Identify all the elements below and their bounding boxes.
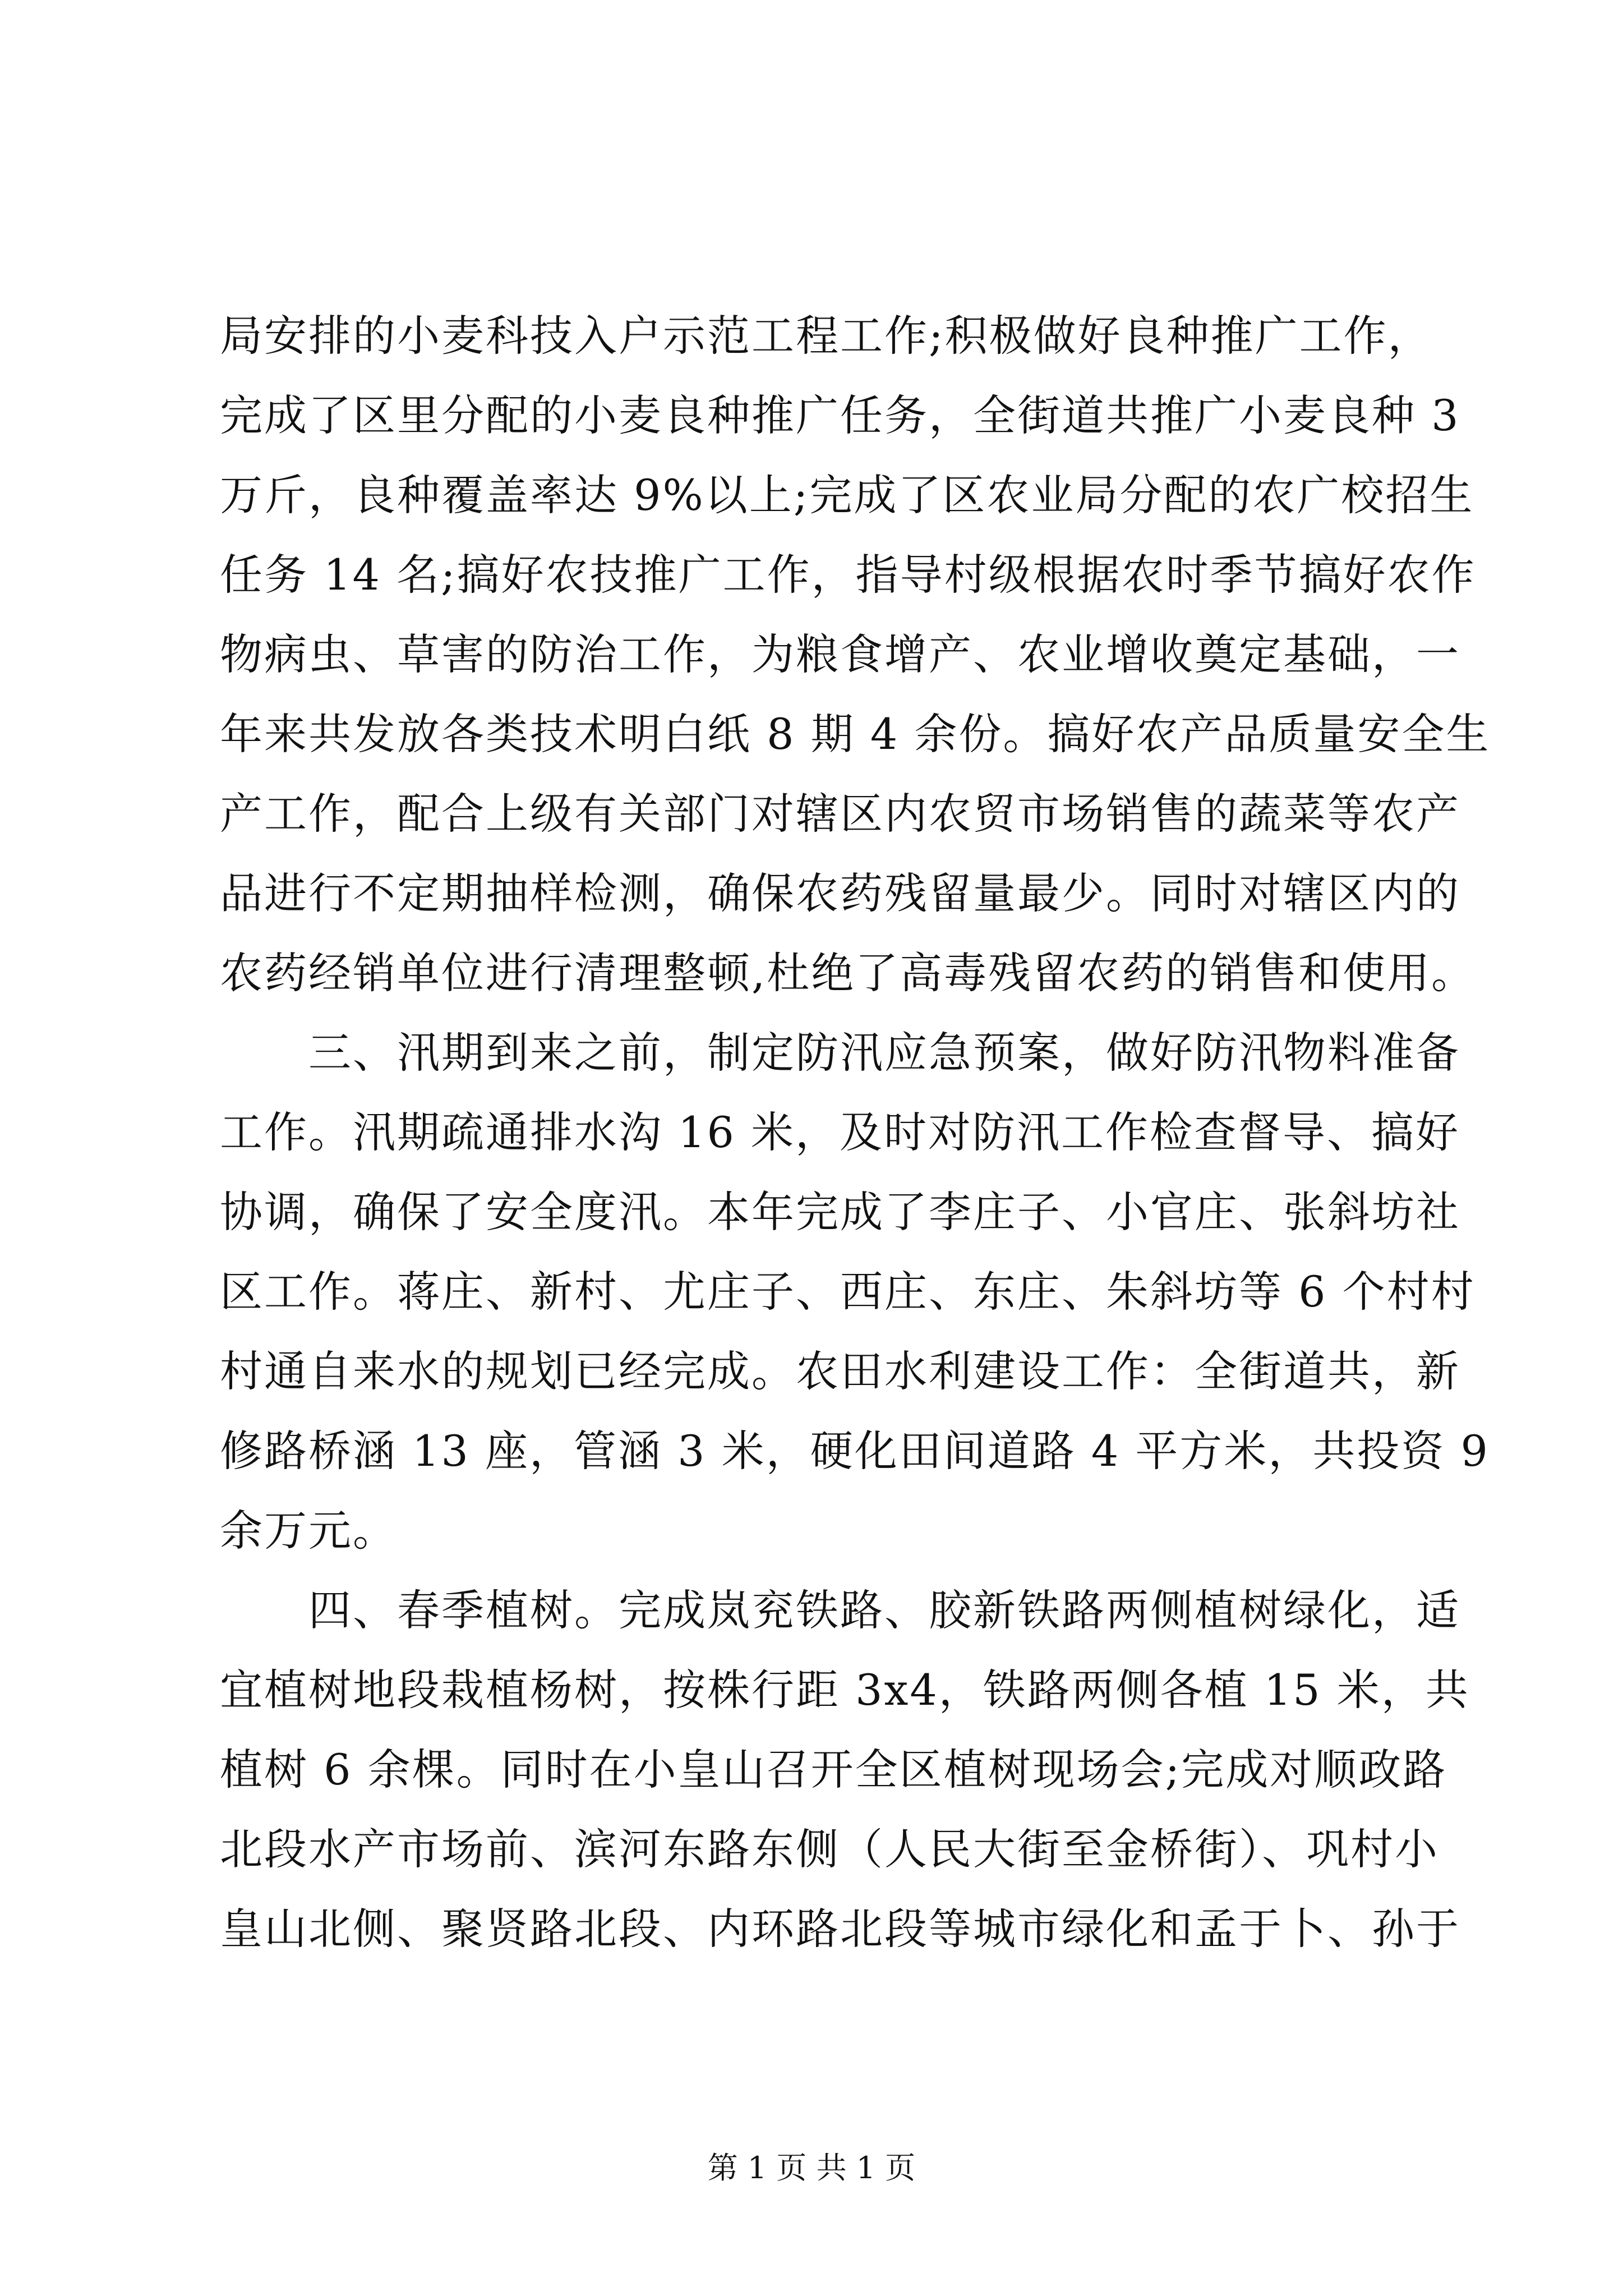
text-line: 农药经销单位进行清理整顿,杜绝了高毒残留农药的销售和使用。 — [220, 948, 1476, 998]
text-line: 局安排的小麦科技入户示范工程工作;积极做好良种推广工作， — [220, 311, 1432, 361]
text-line: 任务 14 名;搞好农技推广工作，指导村级根据农时季节搞好农作 — [220, 550, 1476, 600]
page-number-label: 第 1 页 共 1 页 — [707, 2150, 916, 2185]
text-line: 物病虫、草害的防治工作，为粮食增产、农业增收奠定基础，一 — [220, 629, 1460, 679]
text-line: 北段水产市场前、滨河东路东侧（人民大街至金桥街）、巩村小 — [220, 1824, 1439, 1874]
paragraph-heading-line: 三、汛期到来之前，制定防汛应急预案，做好防汛物料准备 — [220, 1028, 1460, 1078]
text-line: 修路桥涵 13 座，管涵 3 米，硬化田间道路 4 平方米，共投资 9 — [220, 1426, 1490, 1476]
text-line: 完成了区里分配的小麦良种推广任务，全街道共推广小麦良种 3 — [220, 390, 1460, 440]
text-line: 区工作。蒋庄、新村、尤庄子、西庄、东庄、朱斜坊等 6 个村村 — [220, 1267, 1476, 1317]
document-body — [220, 296, 1491, 1969]
text-line: 工作。汛期疏通排水沟 16 米，及时对防汛工作检查督导、搞好 — [220, 1107, 1460, 1157]
text-line: 产工作，配合上级有关部门对辖区内农贸市场销售的蔬菜等农产 — [220, 789, 1460, 839]
text-line: 植树 6 余棵。同时在小皇山召开全区植树现场会;完成对顺政路 — [220, 1745, 1447, 1795]
paragraph-heading-line: 四、春季植树。完成岚兖铁路、胶新铁路两侧植树绿化，适 — [220, 1585, 1460, 1635]
text-line: 村通自来水的规划已经完成。农田水利建设工作：全街道共，新 — [220, 1346, 1460, 1396]
text-line: 宜植树地段栽植杨树，按株行距 3x4，铁路两侧各植 15 米，共 — [220, 1665, 1470, 1715]
text-line: 余万元。 — [220, 1506, 397, 1556]
page-footer — [0, 2146, 1623, 2191]
text-line: 协调，确保了安全度汛。本年完成了李庄子、小官庄、张斜坊社 — [220, 1187, 1460, 1237]
text-line: 皇山北侧、聚贤路北段、内环路北段等城市绿化和孟于卜、孙于 — [220, 1904, 1460, 1954]
text-line: 品进行不定期抽样检测，确保农药残留量最少。同时对辖区内的 — [220, 868, 1460, 918]
text-line: 年来共发放各类技术明白纸 8 期 4 余份。搞好农产品质量安全生 — [220, 709, 1491, 759]
text-line: 万斤，良种覆盖率达 9%以上;完成了区农业局分配的农广校招生 — [220, 470, 1474, 520]
